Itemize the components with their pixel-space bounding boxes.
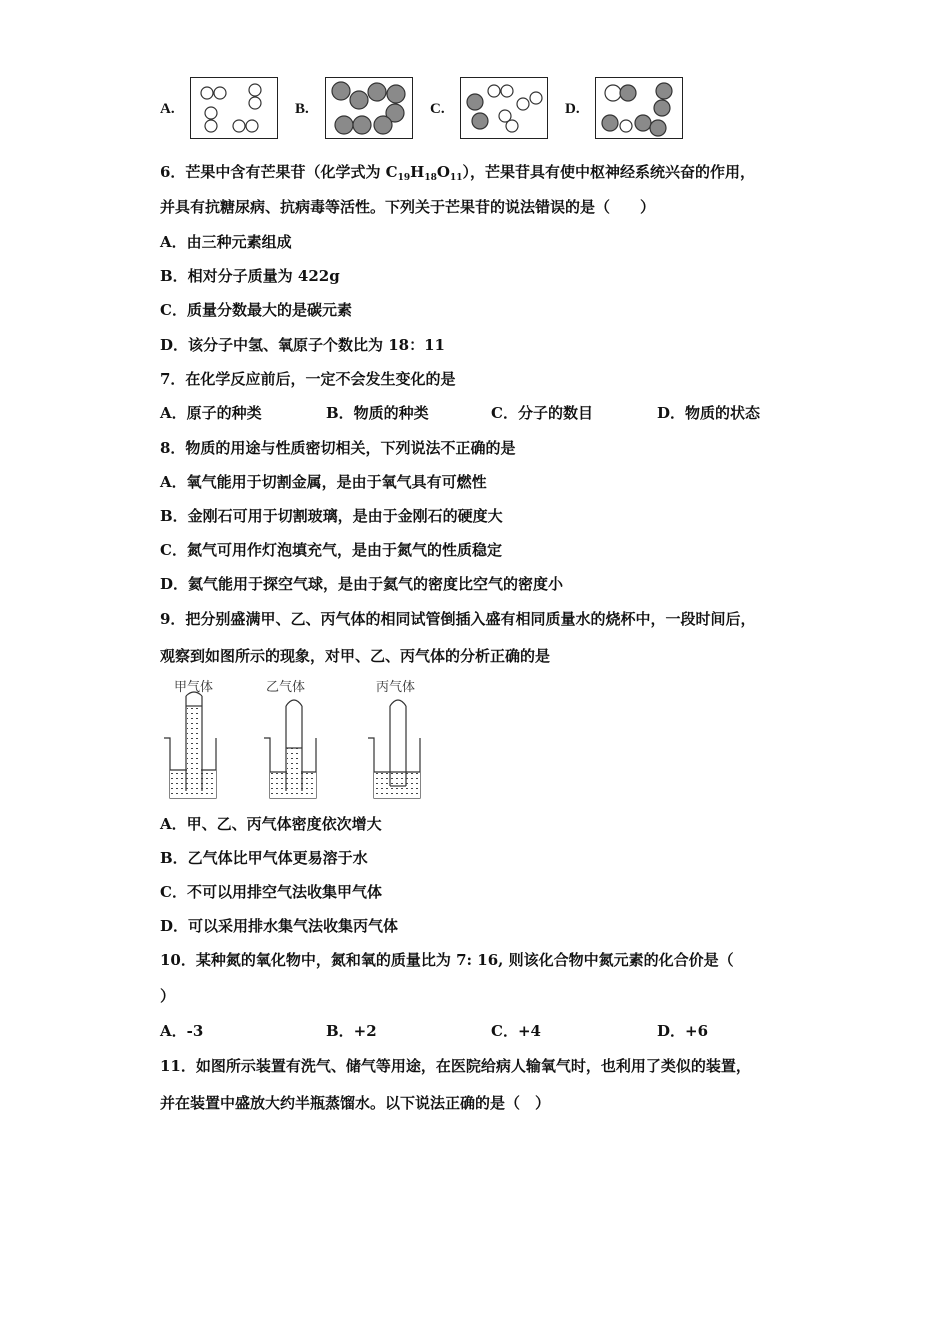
q5-option-a-label: A. bbox=[160, 101, 175, 117]
q11-stem-line1: 11．如图所示装置有洗气、储气等用途，在医院给病人输氧气时，也利用了类似的装置， bbox=[160, 1057, 751, 1075]
molecule-diagram-c-icon bbox=[460, 77, 548, 139]
q10-option-b: B．+2 bbox=[326, 1022, 377, 1040]
gas-tubes-figure bbox=[160, 676, 440, 806]
q6-option-b: B．相对分子质量为 422g bbox=[160, 267, 340, 285]
q5-option-c-label: C. bbox=[430, 101, 445, 117]
q10-stem-line2: ） bbox=[160, 987, 176, 1005]
q7-option-a: A．原子的种类 bbox=[160, 404, 262, 422]
tube-label-yi: 乙气体 bbox=[266, 680, 306, 695]
q11-stem-line2: 并在装置中盛放大约半瓶蒸馏水。以下说法正确的是（ ） bbox=[160, 1094, 551, 1112]
q9-option-d: D．可以采用排水集气法收集丙气体 bbox=[160, 917, 399, 935]
tube-label-jia: 甲气体 bbox=[174, 680, 214, 695]
q8-stem: 8．物质的用途与性质密切相关，下列说法不正确的是 bbox=[160, 439, 516, 457]
q7-option-c: C．分子的数目 bbox=[491, 404, 593, 422]
q7-option-d: D．物质的状态 bbox=[657, 404, 761, 422]
q8-option-a: A．氧气能用于切割金属，是由于氧气具有可燃性 bbox=[160, 473, 487, 491]
q9-option-a: A．甲、乙、丙气体密度依次增大 bbox=[160, 815, 382, 833]
q8-option-b: B．金刚石可用于切割玻璃，是由于金刚石的硬度大 bbox=[160, 507, 503, 525]
q9-option-c: C．不可以用排空气法收集甲气体 bbox=[160, 883, 382, 901]
q7-option-b: B．物质的种类 bbox=[326, 404, 429, 422]
q5-option-d-label: D. bbox=[565, 101, 580, 117]
q6-stem-line2: 并具有抗糖尿病、抗病毒等活性。下列关于芒果苷的说法错误的是（ ） bbox=[160, 198, 656, 216]
q6-option-d: D．该分子中氢、氧原子个数比为 18：11 bbox=[160, 336, 445, 354]
q10-option-d: D．+6 bbox=[657, 1022, 709, 1040]
q9-option-b: B．乙气体比甲气体更易溶于水 bbox=[160, 849, 368, 867]
molecule-diagram-b-icon bbox=[325, 77, 413, 139]
q9-stem-line1: 9．把分别盛满甲、乙、丙气体的相同试管倒插入盛有相同质量水的烧杯中，一段时间后， bbox=[160, 610, 756, 628]
q6-option-c: C．质量分数最大的是碳元素 bbox=[160, 301, 352, 319]
q10-option-c: C．+4 bbox=[491, 1022, 541, 1040]
beaker-tube-diagram-icon bbox=[160, 676, 440, 806]
molecule-diagram-d-icon bbox=[595, 77, 683, 139]
q9-stem-line2: 观察到如图所示的现象，对甲、乙、丙气体的分析正确的是 bbox=[160, 647, 551, 665]
q8-option-c: C．氮气可用作灯泡填充气，是由于氮气的性质稳定 bbox=[160, 541, 502, 559]
q10-stem-line1: 10．某种氮的氧化物中，氮和氧的质量比为 7: 16, 则该化合物中氮元素的化合价是（ bbox=[160, 951, 734, 969]
q8-option-d: D．氦气能用于探空气球，是由于氦气的密度比空气的密度小 bbox=[160, 575, 564, 593]
q5-option-b-label: B. bbox=[295, 101, 309, 117]
q6-stem-line1: 6．芒果中含有芒果苷（化学式为 $C_{19}H_{18}O_{11}$），芒果苷具有使中枢神经系统兴奋的作用， bbox=[160, 163, 755, 183]
q5-option-row bbox=[160, 77, 760, 141]
q6-option-a: A．由三种元素组成 bbox=[160, 233, 292, 251]
molecule-diagram-a-icon bbox=[190, 77, 278, 139]
q10-option-a: A．-3 bbox=[160, 1022, 204, 1040]
tube-label-bing: 丙气体 bbox=[376, 680, 416, 695]
q7-stem: 7．在化学反应前后，一定不会发生变化的是 bbox=[160, 370, 456, 388]
